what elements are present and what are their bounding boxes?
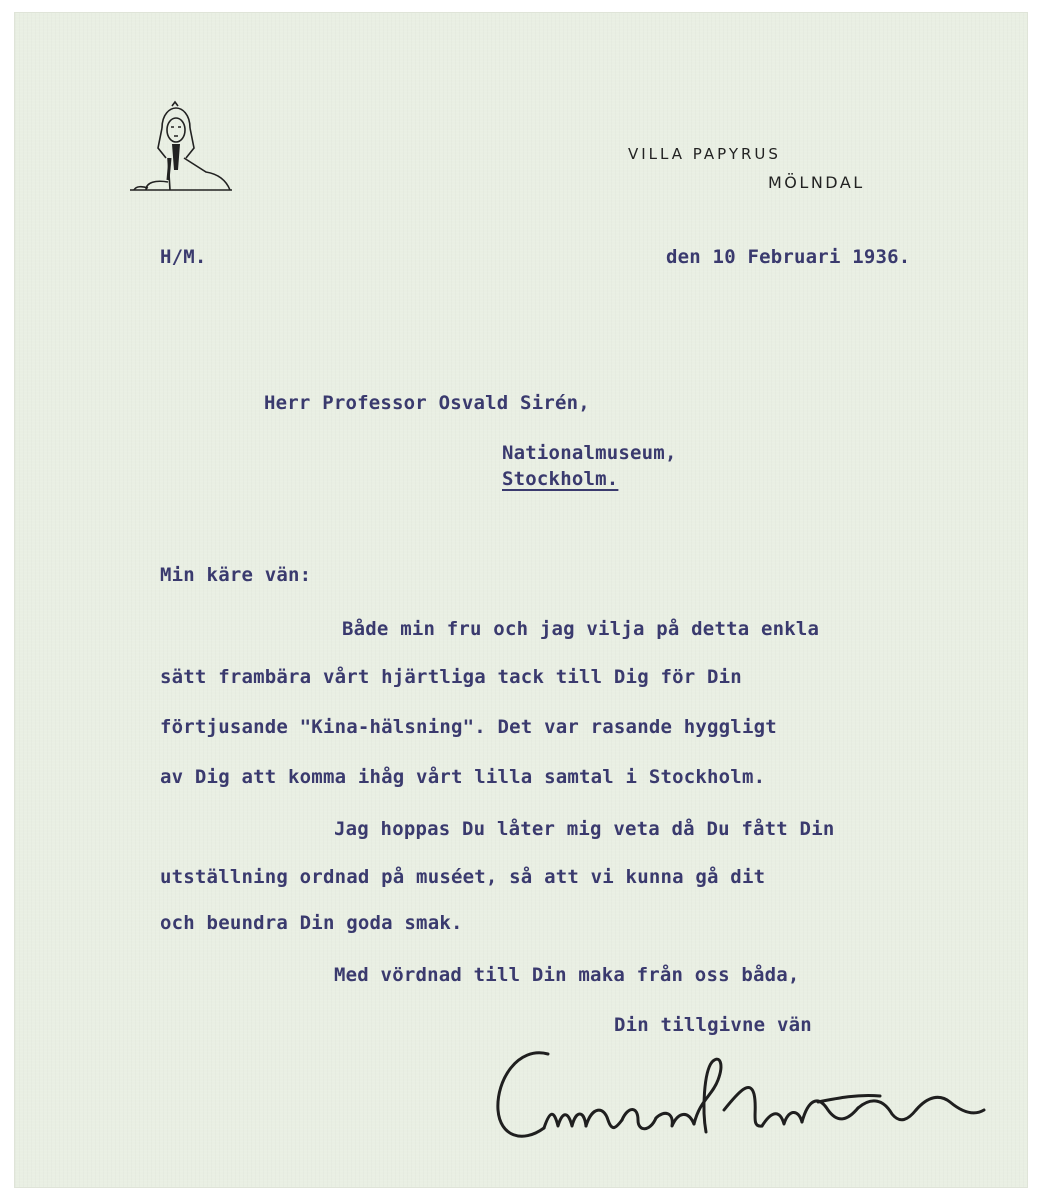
salutation: Min käre vän:: [160, 564, 312, 586]
body-line: Jag hoppas Du låter mig veta då Du fått Din: [334, 818, 835, 840]
body-line: sätt frambära vårt hjärtliga tack till Dig för Din: [160, 666, 742, 688]
sphinx-emblem-icon: [126, 100, 236, 196]
body-line: och beundra Din goda smak.: [160, 912, 463, 934]
body-line: utställning ordnad på muséet, så att vi kunna gå dit: [160, 866, 766, 888]
body-line: förtjusande "Kina-hälsning". Det var rasande hyggligt: [160, 716, 777, 738]
reference-initials: H/M.: [160, 246, 207, 268]
body-line: av Dig att komma ihåg vårt lilla samtal i Stockholm.: [160, 766, 766, 788]
recipient-institution: Nationalmuseum,: [502, 442, 677, 464]
body-line: Med vördnad till Din maka från oss båda,: [334, 964, 800, 986]
recipient-name: Herr Professor Osvald Sirén,: [264, 392, 590, 414]
letterhead-villa: VILLA PAPYRUS: [628, 145, 781, 163]
letterhead-city: MÖLNDAL: [768, 173, 865, 192]
recipient-city: Stockholm.: [502, 468, 619, 490]
closing-line: Din tillgivne vän: [614, 1014, 812, 1036]
letter-date: den 10 Februari 1936.: [666, 246, 911, 268]
body-line: Både min fru och jag vilja på detta enkla: [342, 618, 820, 640]
handwritten-signature: [488, 1040, 998, 1170]
